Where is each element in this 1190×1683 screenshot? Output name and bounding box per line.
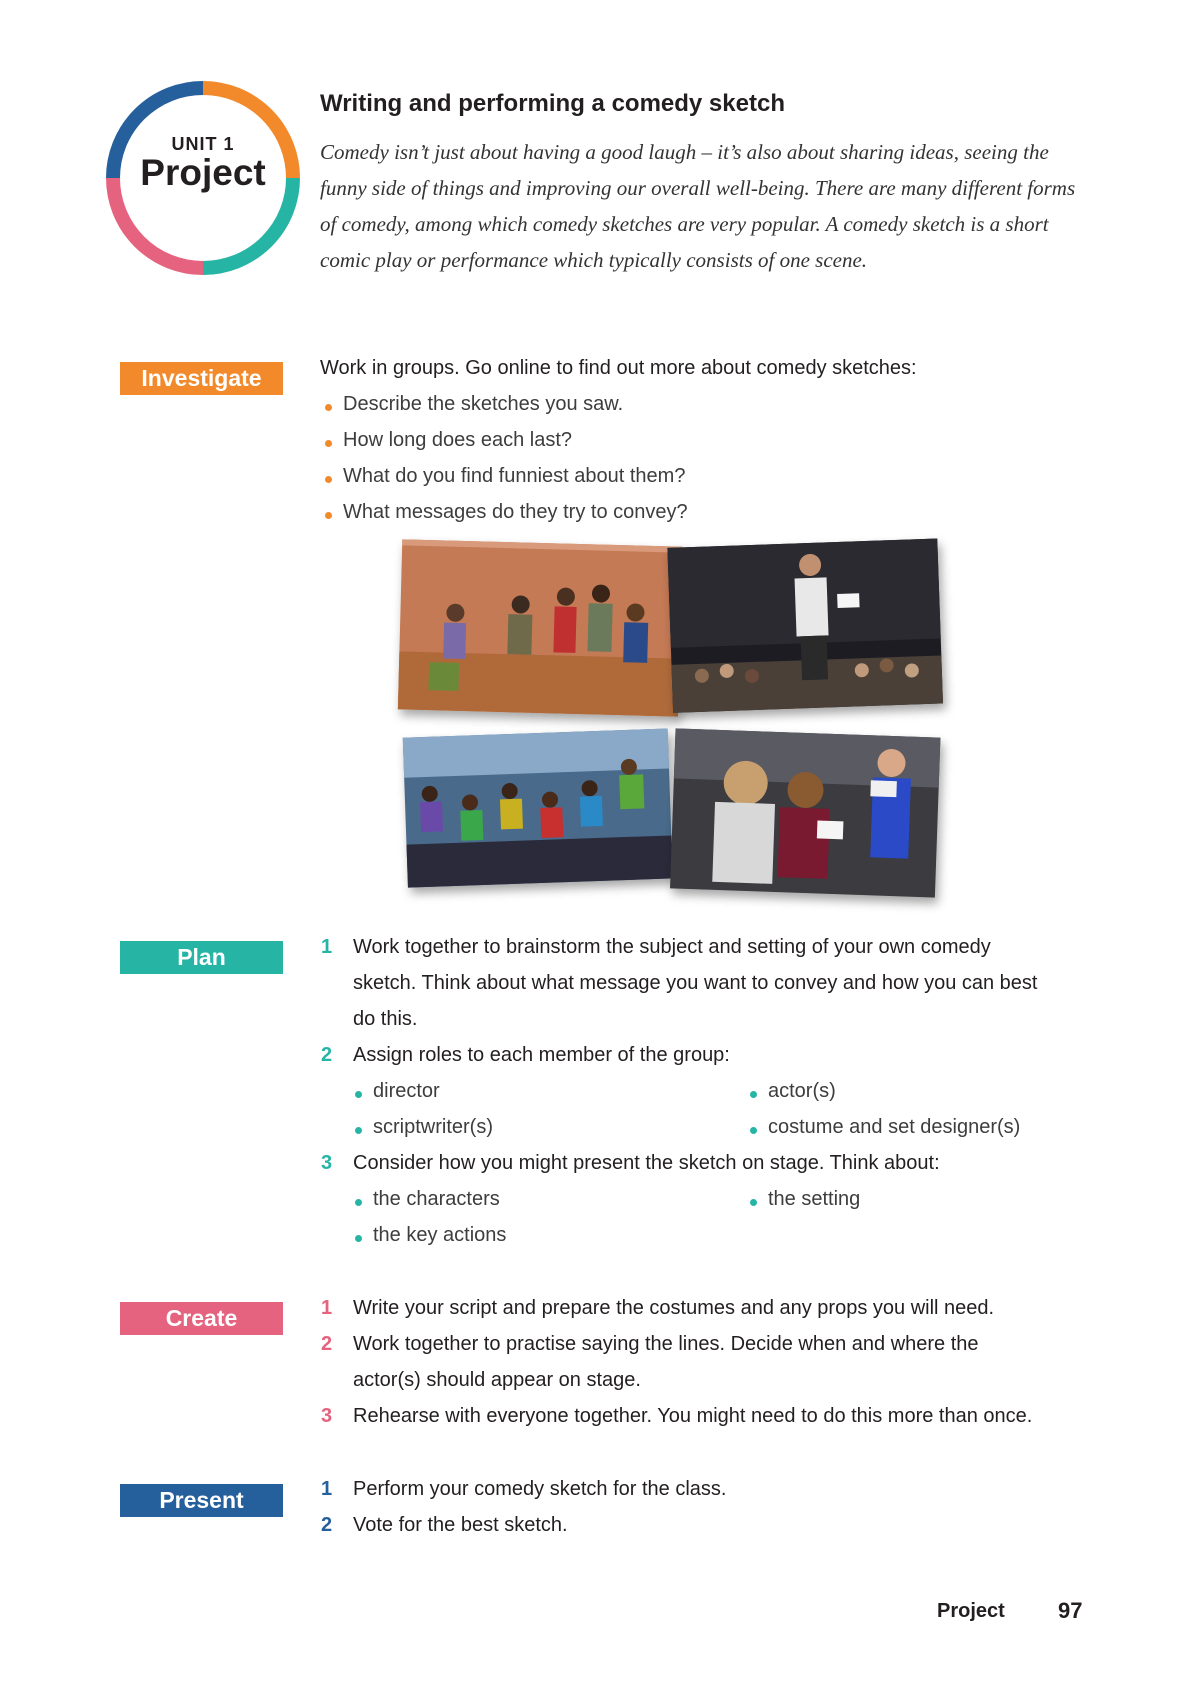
plan-role: actor(s) bbox=[768, 1080, 836, 1102]
intro-paragraph: Comedy isn’t just about having a good laugh – it’s also about sharing ideas, seeing the funny side of things and improving our overall well-being. There are many different forms of comedy, among which comedy sketches are very popular. A comedy sketch is a short comic play or performance which typically consists of one scene. bbox=[320, 140, 1076, 272]
item-number: 1 bbox=[321, 936, 333, 958]
photo-group-pose bbox=[403, 729, 673, 888]
present-tag: Present bbox=[120, 1484, 283, 1517]
plan-item-line: sketch. Think about what message you want to convey and how you can best bbox=[353, 972, 1038, 994]
create-item-line: Work together to practise saying the lines. Decide when and where the bbox=[353, 1333, 979, 1355]
item-number: 1 bbox=[321, 1297, 333, 1319]
create-tag: Create bbox=[120, 1302, 283, 1335]
unit-label: UNIT 1 bbox=[171, 134, 235, 154]
bullet-dot bbox=[355, 1091, 362, 1098]
present-item-line: Perform your comedy sketch for the class. bbox=[353, 1478, 727, 1500]
footer-label: Project bbox=[937, 1600, 1005, 1622]
bullet-dot bbox=[750, 1199, 757, 1206]
item-number: 3 bbox=[321, 1405, 333, 1427]
plan-role: director bbox=[373, 1080, 440, 1102]
photo-stage-reading bbox=[667, 539, 943, 713]
page-number: 97 bbox=[1058, 1598, 1083, 1623]
investigate-bullet: What messages do they try to convey? bbox=[343, 501, 688, 523]
plan-item-line: Work together to brainstorm the subject and setting of your own comedy bbox=[353, 936, 991, 958]
plan-consider: the setting bbox=[768, 1188, 861, 1210]
investigate-bullet: How long does each last? bbox=[343, 429, 573, 451]
bullet-dot bbox=[355, 1235, 362, 1242]
investigate-lead: Work in groups. Go online to find out more about comedy sketches: bbox=[320, 357, 917, 379]
plan-tag: Plan bbox=[120, 941, 283, 974]
present-item-line: Vote for the best sketch. bbox=[353, 1514, 568, 1536]
bullet-dot bbox=[355, 1199, 362, 1206]
plan-role: costume and set designer(s) bbox=[768, 1116, 1021, 1138]
plan-item-line: do this. bbox=[353, 1008, 418, 1030]
bullet-dot bbox=[750, 1127, 757, 1134]
plan-role: scriptwriter(s) bbox=[373, 1116, 493, 1138]
create-item-line: Rehearse with everyone together. You might need to do this more than once. bbox=[353, 1405, 1033, 1427]
item-number: 1 bbox=[321, 1478, 333, 1500]
bullet-dot bbox=[325, 476, 332, 483]
create-item-line: Write your script and prepare the costumes and any props you will need. bbox=[353, 1297, 995, 1319]
bullet-dot bbox=[325, 404, 332, 411]
create-item-line: actor(s) should appear on stage. bbox=[353, 1369, 641, 1391]
bullet-dot bbox=[325, 440, 332, 447]
plan-consider: the key actions bbox=[373, 1224, 507, 1246]
item-number: 3 bbox=[321, 1152, 333, 1174]
bullet-dot bbox=[325, 512, 332, 519]
investigate-bullet: Describe the sketches you saw. bbox=[343, 393, 624, 415]
item-number: 2 bbox=[321, 1044, 333, 1066]
investigate-tag: Investigate bbox=[120, 362, 283, 395]
item-number: 2 bbox=[321, 1514, 333, 1536]
plan-consider: the characters bbox=[373, 1188, 500, 1210]
plan-item-line: Assign roles to each member of the group: bbox=[353, 1044, 730, 1066]
photo-reading-scripts bbox=[670, 728, 940, 897]
page-heading: Writing and performing a comedy sketch bbox=[320, 90, 785, 117]
photo-students-rehearsing bbox=[398, 539, 682, 716]
item-number: 2 bbox=[321, 1333, 333, 1355]
investigate-bullet: What do you find funniest about them? bbox=[343, 465, 686, 487]
bullet-dot bbox=[355, 1127, 362, 1134]
bullet-dot bbox=[750, 1091, 757, 1098]
unit-title: Project bbox=[140, 152, 266, 193]
plan-item-line: Consider how you might present the sketch on stage. Think about: bbox=[353, 1152, 940, 1174]
